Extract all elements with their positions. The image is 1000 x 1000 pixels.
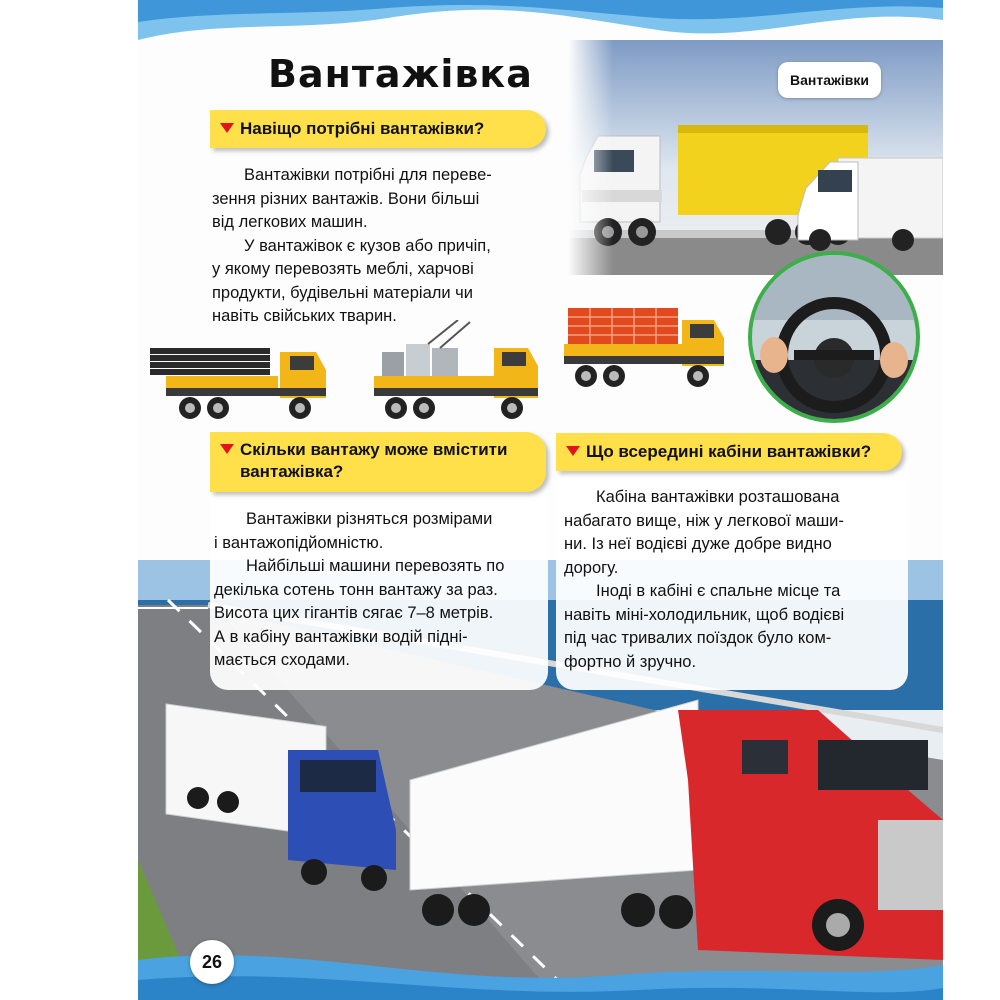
text-line: ни. Із неї водієві дуже добре видно [564, 535, 832, 553]
text-line: А в кабіну вантажівки водій підні- [214, 627, 468, 646]
photo-caption-label: Вантажівки [778, 62, 881, 98]
text-line: Вантажівки потрібні для переве- [244, 166, 492, 184]
text-line: навіть міні-холодильник, щоб водієві [564, 605, 845, 624]
red-triangle-marker-icon [220, 123, 234, 133]
question-bar-1 [210, 110, 546, 148]
text-line: зення різних вантажів. Вони більші [212, 189, 480, 208]
text-line: У вантажівок є кузов або причіп, [244, 236, 491, 255]
page-number-badge: 26 [190, 940, 234, 984]
text-line: набагато вище, ніж у легкової маши- [564, 511, 844, 530]
text-line: декілька сотень тонн вантажу за раз. [214, 580, 498, 599]
section-3-text [564, 486, 886, 674]
question-2-line-1: Скільки вантажу може вмістити [240, 440, 508, 459]
question-3-text: Що всередині кабіни вантажівки? [586, 442, 872, 461]
section-1-text [212, 164, 538, 329]
text-line: навіть свійських тварин. [212, 307, 397, 325]
question-bar-2 [210, 432, 546, 492]
text-line: у якому перевозять меблі, харчові [212, 260, 474, 278]
page-title: Вантажівка [268, 52, 533, 96]
truck-pipes-illustration [146, 340, 331, 430]
book-page [138, 0, 943, 1000]
text-line: Вантажівки різняться розмірами [246, 510, 493, 528]
text-line: продукти, будівельні матеріали чи [212, 283, 473, 302]
cabin-steering-wheel-photo [744, 250, 924, 425]
text-line: Найбільші машини перевозять по [246, 557, 505, 575]
text-line: від легкових машин. [212, 213, 368, 231]
text-line: Висота цих гігантів сягає 7–8 метрів. [214, 604, 494, 622]
red-triangle-marker-icon [220, 444, 234, 454]
text-line: фортно й зручно. [564, 652, 697, 671]
trucks-highway-photo [568, 40, 943, 275]
question-bar-3 [556, 433, 902, 471]
question-2-line-2: вантажівка? [240, 462, 344, 481]
text-line: Кабіна вантажівки розташована [596, 488, 840, 506]
section-2-text [214, 508, 540, 673]
question-1-text: Навіщо потрібні вантажівки? [240, 119, 485, 138]
text-line: мається сходами. [214, 651, 350, 669]
text-line: під час тривалих поїздок було ком- [564, 629, 832, 647]
truck-building-blocks-illustration [370, 320, 545, 430]
red-triangle-marker-icon [566, 446, 580, 456]
truck-bricks-illustration [560, 300, 730, 400]
text-line: і вантажопідйомністю. [214, 533, 384, 552]
text-line: дорогу. [564, 558, 619, 577]
text-line: Іноді в кабіні є спальне місце та [596, 582, 841, 600]
